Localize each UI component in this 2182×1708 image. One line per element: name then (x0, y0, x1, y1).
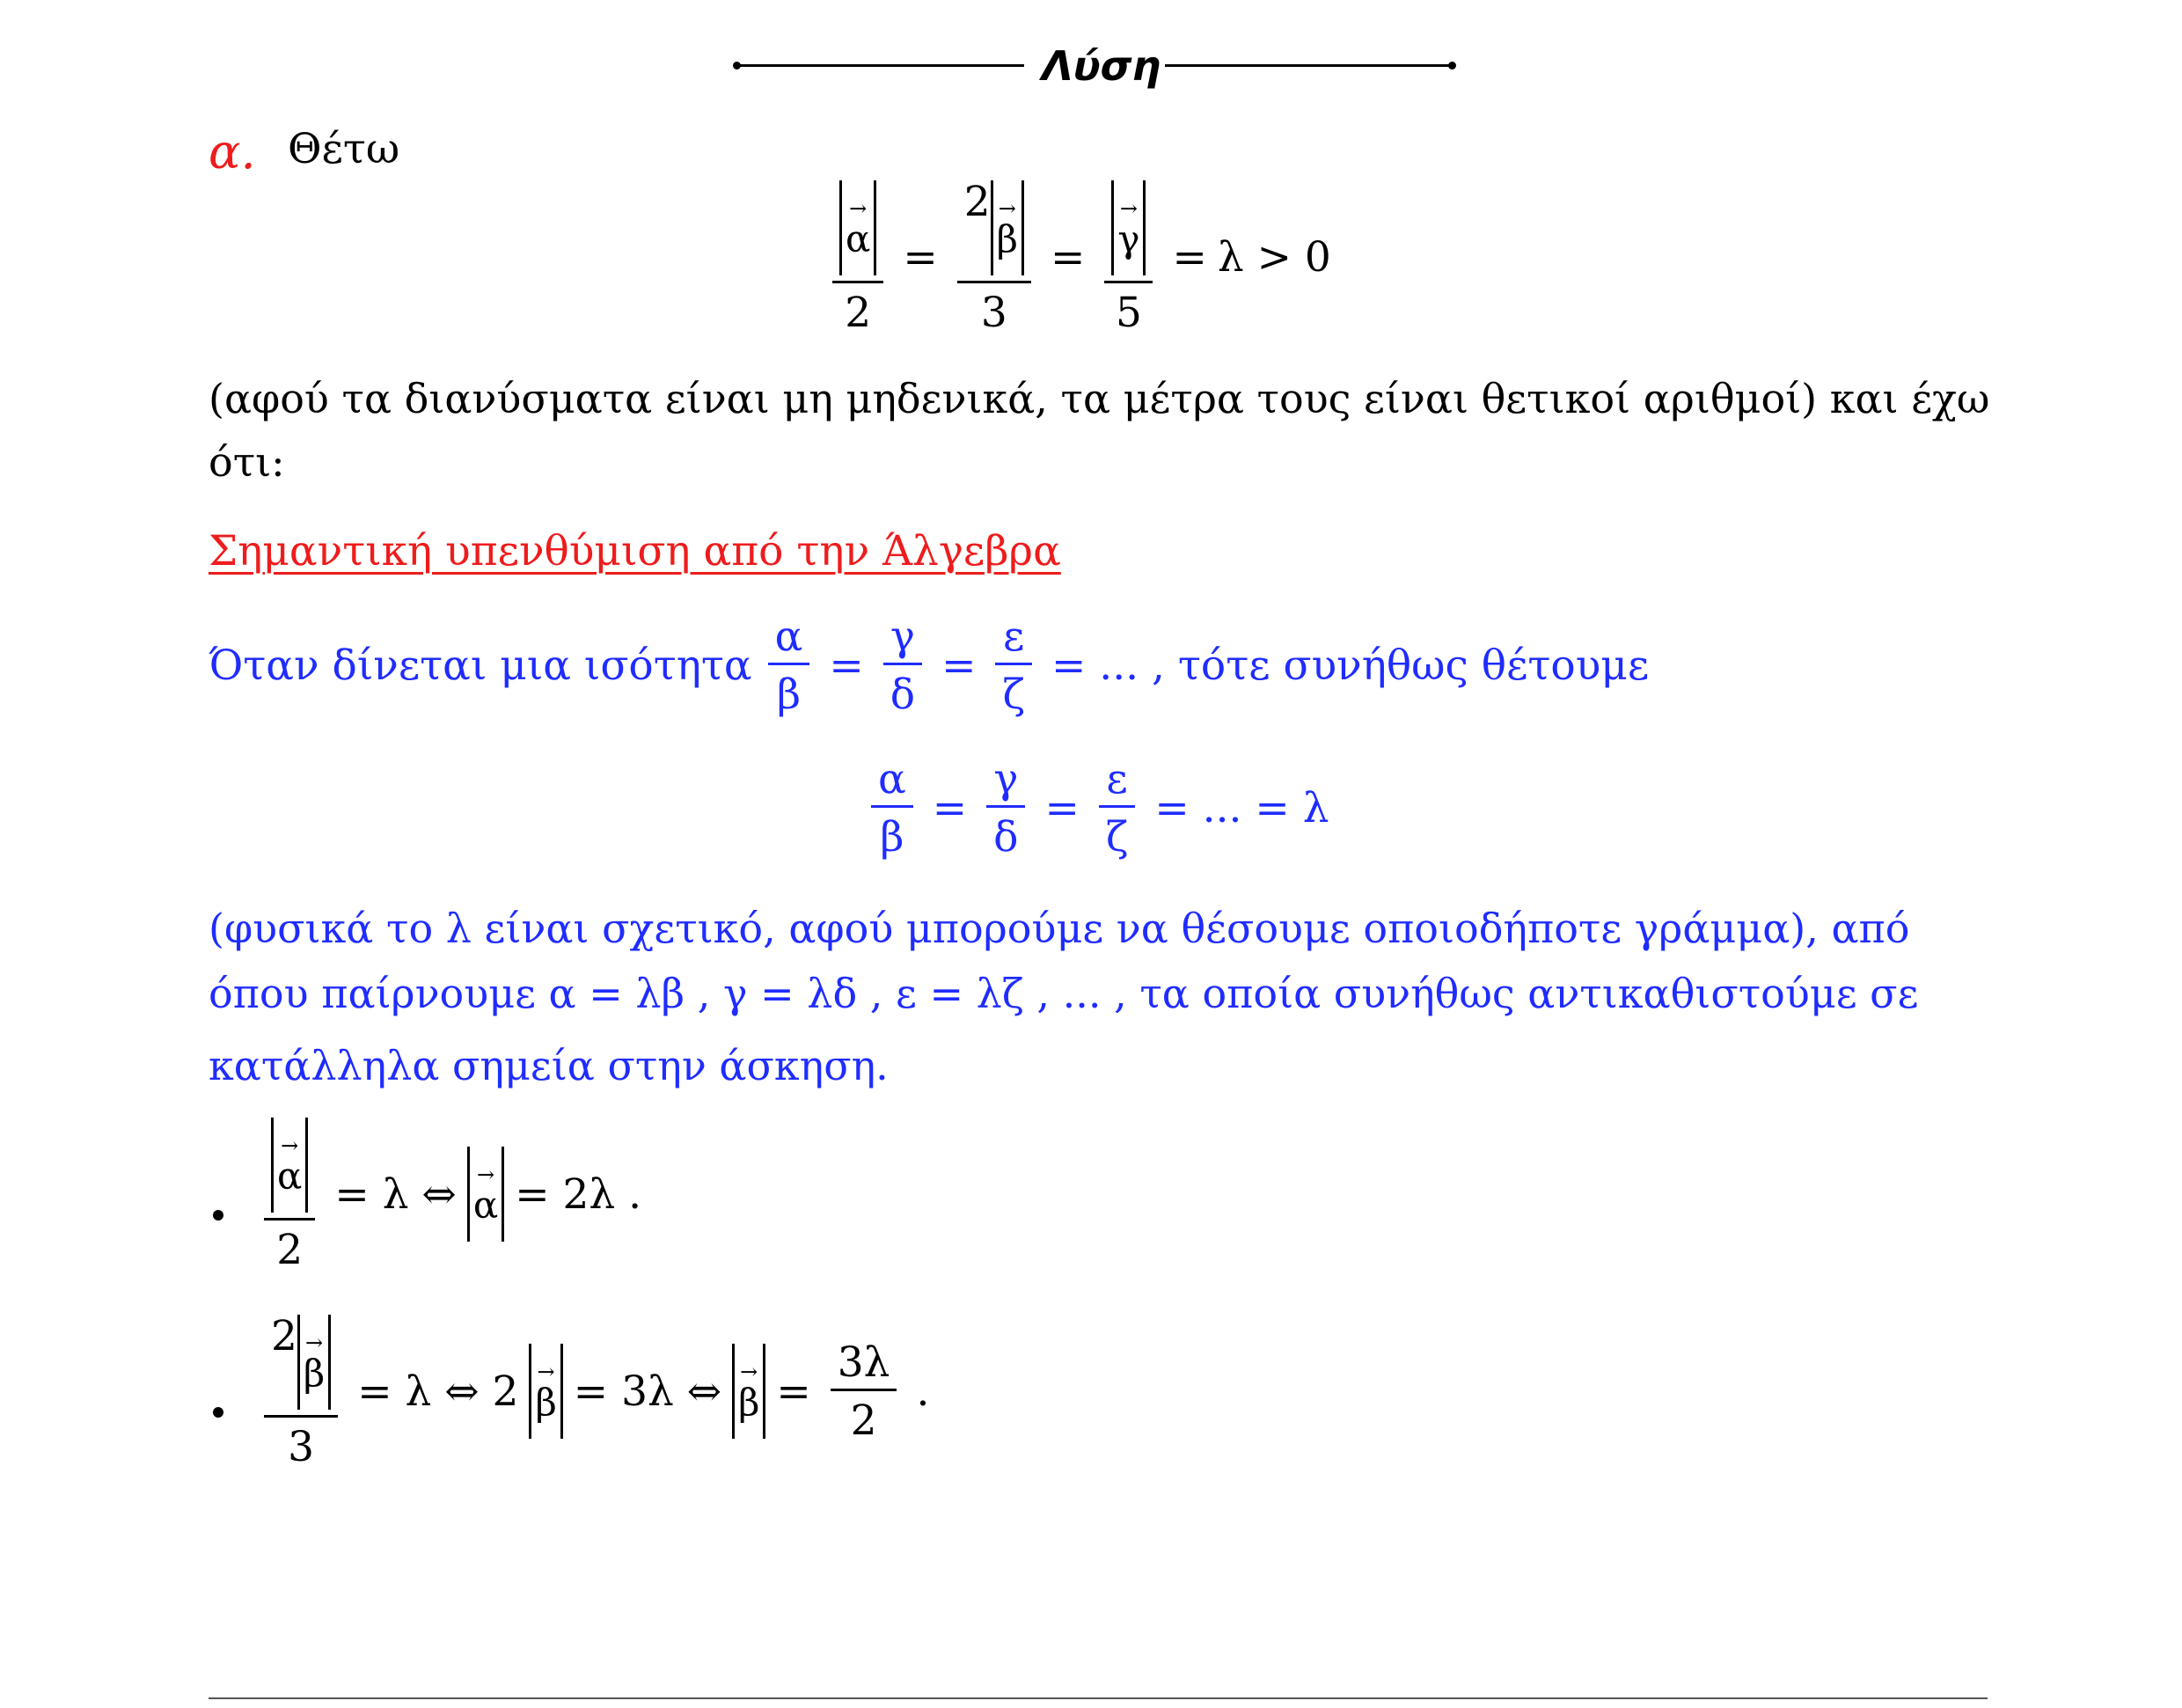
abs-vector-beta: → β (529, 1344, 562, 1439)
paragraph-line-2: ότι: (209, 438, 285, 486)
part-a-intro: Θέτω (288, 125, 400, 173)
reminder-paragraph-line-3: κατάλληλα σημεία στην άσκηση. (209, 1042, 889, 1089)
abs-vector-alpha: → α (839, 180, 876, 275)
abs-vector-alpha: → α (467, 1147, 504, 1242)
header-right-line (1165, 64, 1452, 67)
solution-title: Λύση (1042, 42, 1161, 90)
footer-rule (209, 1697, 1988, 1699)
fraction-gamma: → γ 5 (1104, 180, 1153, 334)
reminder-display-equation: $\frac{\alpha}{\beta}$ = $\frac{\gamma}{\delta}$ = $\frac{\varepsilon}{\zeta}$ = ... = λ (862, 759, 1329, 858)
fraction-alpha: → α 2 (832, 180, 883, 334)
vector-arrow-icon: → (998, 196, 1016, 221)
abs-vector-beta: → β (991, 180, 1024, 275)
abs-vector-gamma: → γ (1111, 180, 1146, 275)
vector-arrow-icon: → (476, 1162, 495, 1187)
vector-arrow-icon: → (1119, 196, 1138, 221)
vector-arrow-icon: → (740, 1360, 758, 1384)
abs-vector-beta: → β (732, 1344, 765, 1439)
bullet-equation-2: 2 → β 3 = λ ⇔ 2 → β = 3λ ⇔ → β = $\frac{3\lambda}{2}$ . (255, 1315, 940, 1468)
abs-vector-beta: → β (297, 1315, 331, 1410)
vector-arrow-icon: → (849, 196, 868, 221)
fraction-beta: 2 → β 3 (957, 180, 1031, 334)
part-a-label: α. (209, 124, 256, 180)
reminder-title: Σημαντική υπενθύμιση από την Άλγεβρα (209, 527, 1061, 575)
equation-ratios: → α 2 = 2 → β 3 = → γ 5 = λ > 0 (824, 180, 1331, 334)
vector-arrow-icon: → (304, 1330, 324, 1355)
header-right-dot (1448, 62, 1456, 70)
bullet-equation-1: → α 2 = λ ⇔ → α = 2λ . (255, 1118, 652, 1271)
paragraph-line-1: (αφού τα διανύσματα είναι μη μηδενικά, τα μέτρα τους είναι θετικοί αριθμοί) και έχω (209, 375, 1990, 422)
abs-vector-alpha: → α (271, 1118, 308, 1213)
reminder-paragraph-line-2: όπου παίρνουμε α = λβ , γ = λδ , ε = λζ , ... , τα οποία συνήθως αντικαθιστούμε σε (209, 970, 1919, 1017)
bullet-dot (213, 1210, 223, 1221)
reminder-inline-line: Όταν δίνεται μια ισότητα $\frac{\alpha}{\beta}$ = $\frac{\gamma}{\delta}$ = $\frac{\varepsilon}{\zeta}$ = ... , τότε συνήθως θέτουμε (209, 612, 1650, 719)
header-left-line (737, 64, 1024, 67)
vector-arrow-icon: → (281, 1133, 299, 1158)
reminder-paragraph-line-1: (φυσικά το λ είναι σχετικό, αφού μπορούμε να θέσουμε οποιοδήποτε γράμμα), από (209, 905, 1910, 952)
vector-arrow-icon: → (537, 1360, 555, 1384)
bullet-dot (213, 1407, 223, 1418)
